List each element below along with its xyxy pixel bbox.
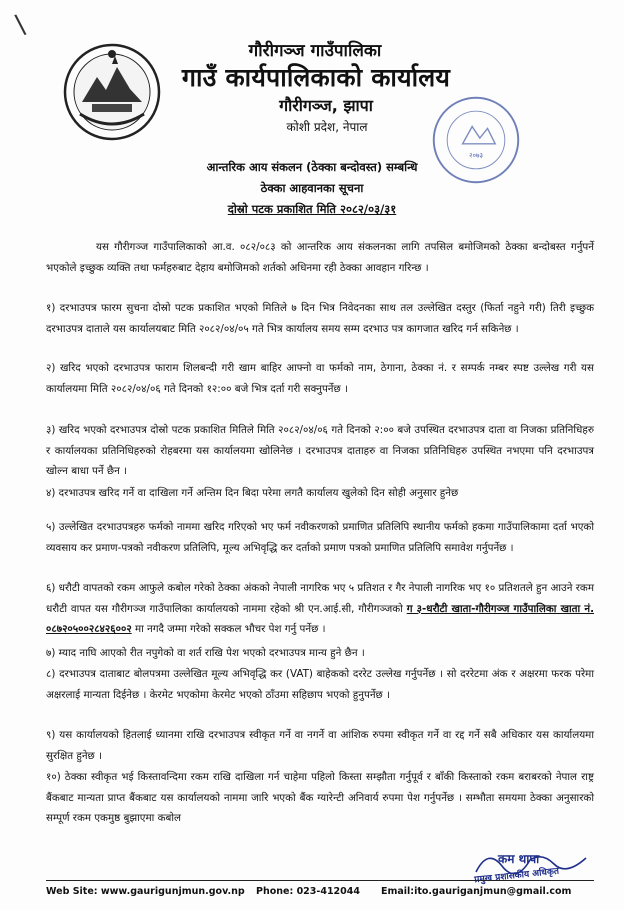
condition-3: ३) खरिद भएको दरभाउपत्र दोस्रो पटक प्रकाशित मितिले मिति २०८२/०४/०६ गते दिनको २:०० बजे उपस्थित दरभाउपत्र दाता वा निजका प्रतिनिधिहरु र कार्यालयका प्रतिनिधिहरुको रोहबरमा यस कार्यालयमा खोलिनेछ । दरभाउपत्र दाताहरु वा निजका प्रतिनिधिहरु उपस्थित नभएमा पनि दरभाउपत्र खोल्न बाधा पर्ने छैन ।	[46, 424, 594, 477]
pen-mark-icon: \	[13, 9, 28, 41]
nepal-emblem-icon	[62, 42, 162, 142]
municipality-name: गौरीगञ्ज गाउँपालिका	[248, 41, 382, 61]
footer-email[interactable]: Email:ito.gauriganjmun@gmail.com	[381, 886, 572, 897]
footer-phone: Phone: 023-412044	[256, 886, 360, 897]
notice-subject: आन्तरिक आय संकलन (ठेक्का बन्दोवस्त) सम्बन्धि	[206, 160, 418, 174]
publication-date: दोस्रो पटक प्रकाशित मिति २०८२/०३/३१	[227, 202, 397, 216]
intro-paragraph: यस गौरीगञ्ज गाउँपालिकाको आ.व. ०८२/०८३ को आन्तरिक आय संकलनका लागि तपसिल बमोजिमको ठेक्का बन्दोबस्त गर्नुपर्ने भएकोले इच्छुक व्यक्ति तथा फर्महरुबाट देहाय बमोजिमको शर्तको अधिनमा रही ठेक्का आवहान गरिन्छ ।	[46, 241, 594, 274]
office-address: गौरीगञ्ज, झापा	[279, 96, 373, 115]
office-name: गाउँ कार्यपालिकाको कार्यालय	[181, 63, 451, 92]
signatory-title: प्रमुख प्रशासकीय अधिकृत	[473, 866, 560, 886]
svg-text:२०७३: २०७३	[469, 151, 483, 160]
footer-website[interactable]: Web Site: www.gaurigunjmun.gov.np	[46, 886, 245, 897]
condition-8: ८) दरभाउपत्र दाताबाट बोलपत्रमा उल्लेखित मूल्य अभिवृद्धि कर (VAT) बाहेकको दररेट उल्लेख गर्नुपर्नेछ । सो दररेटमा अंक र अक्षरमा फरक परेमा अक्षरलाई मान्यता दिईनेछ । केरमेट भएकोमा केरमेट भएको ठाँउमा सहिछाप भएको हुनुपर्नेछ ।	[46, 668, 594, 701]
condition-1: १) दरभाउपत्र फारम सुचना दोस्रो पटक प्रकाशित भएको मितिले ७ दिन भित्र निवेदनका साथ तल उल्लेखित दस्तुर (फिर्ता नहुने गरी) तिरी इच्छुक दरभाउपत्र दाताले यस कार्यालयबाट मिति २०८२/०४/०५ गते भित्र कार्यालय समय सम्म दरभाउ पत्र कागजात खरिद गर्न सकिनेछ ।	[46, 302, 594, 335]
condition-5: ५) उल्लेखित दरभाउपत्रहरु फर्मको नाममा खरिद गरिएको भए फर्म नवीकरणको प्रमाणित प्रतिलिपि स्थानीय फर्मको हकमा गाउँपालिकामा दर्ता भएको व्यवसाय कर प्रमाण-पत्रको नवीकरण प्रतिलिपि, मूल्य अभिवृद्धि कर दर्ताको प्रमाण पत्रको प्रमाणित प्रतिलिपि समावेश गर्नुपर्नेछ ।	[46, 521, 594, 554]
condition-6-text-a: ६) धरौटी वापतको रकम आफुले कबोल गरेको ठेक्का अंकको नेपाली नागरिक भए ५ प्रतिशत र गैर नेपाली नागरिक भए १० प्रतिशतले हुन आउने रकम धरौटी वापत यस गौरीगञ्ज गाउँपालिका कार्यालयको नाममा रहेको श्री एन.आई.सी, गौरीगञ्जको	[46, 582, 594, 615]
condition-4: ४) दरभाउपत्र खरिद गर्ने वा दाखिला गर्ने अन्तिम दिन बिदा परेमा लगतै कार्यालय खुलेको दिन सोही अनुसार हुनेछ	[46, 487, 459, 499]
condition-6-text-b: मा नगदै जम्मा गरेको सक्कल भौचर पेश गर्नु पर्नेछ ।	[131, 623, 326, 635]
condition-10: १०) ठेक्का स्वीकृत भई किस्तावन्दिमा रकम राखि दाखिला गर्न चाहेमा पहिलो किस्ता सम्झौता गर्नुपूर्व र बाँकी किस्ताको रकम बराबरको नेपाल राष्ट्र बैंकबाट मान्यता प्राप्त बैंकबाट यस कार्यालयको नाममा जारि भएको बैंक ग्यारेन्टी अनिवार्य रुपमा पेश गर्नुपर्नेछ । सम्भौता समयमा ठेक्का अनुसारको सम्पूर्ण रकम एकमुष्ठ बुझाएमा कबोल	[46, 771, 594, 824]
condition-2: २) खरिद भएको दरभाउपत्र फाराम शिलबन्दी गरी खाम बाहिर आफ्नो वा फर्मको नाम, ठेगाना, ठेक्का नं. र सम्पर्क नम्बर स्पष्ट उल्लेख गरी यस कार्यालयमा मिति २०८२/०४/०६ गते दिनको १२:०० बजे भित्र दर्ता गरी सक्नुपर्नेछ ।	[46, 362, 594, 395]
condition-6	[46, 578, 594, 640]
signatory-name: कम थापा	[498, 852, 540, 866]
footer-bar	[46, 880, 594, 901]
province-name: कोशी प्रदेश, नेपाल	[286, 120, 368, 134]
notice-title: ठेक्का आहवानका सूचना	[260, 181, 364, 195]
condition-7: ७) म्याद नाघि आएको रीत नपुगेको वा शर्त राखि पेश भएको दरभाउपत्र मान्य हुने छैन ।	[46, 647, 365, 659]
deposit-account-number: ग ३-धरौटी खाता-गौरीगञ्ज गाउँपालिका खाता नं. ०८७२०५००२८४२६००२	[46, 602, 595, 635]
condition-9: ९) यस कार्यालयको हितलाई ध्यानमा राखि दरभाउपत्र स्वीकृत गर्ने वा नगर्ने वा आंशिक रुपमा स्वीकृत गर्ने वा रद्द गर्ने सबै अधिकार यस कार्यालयमा सुरक्षित हुनेछ ।	[46, 729, 594, 762]
